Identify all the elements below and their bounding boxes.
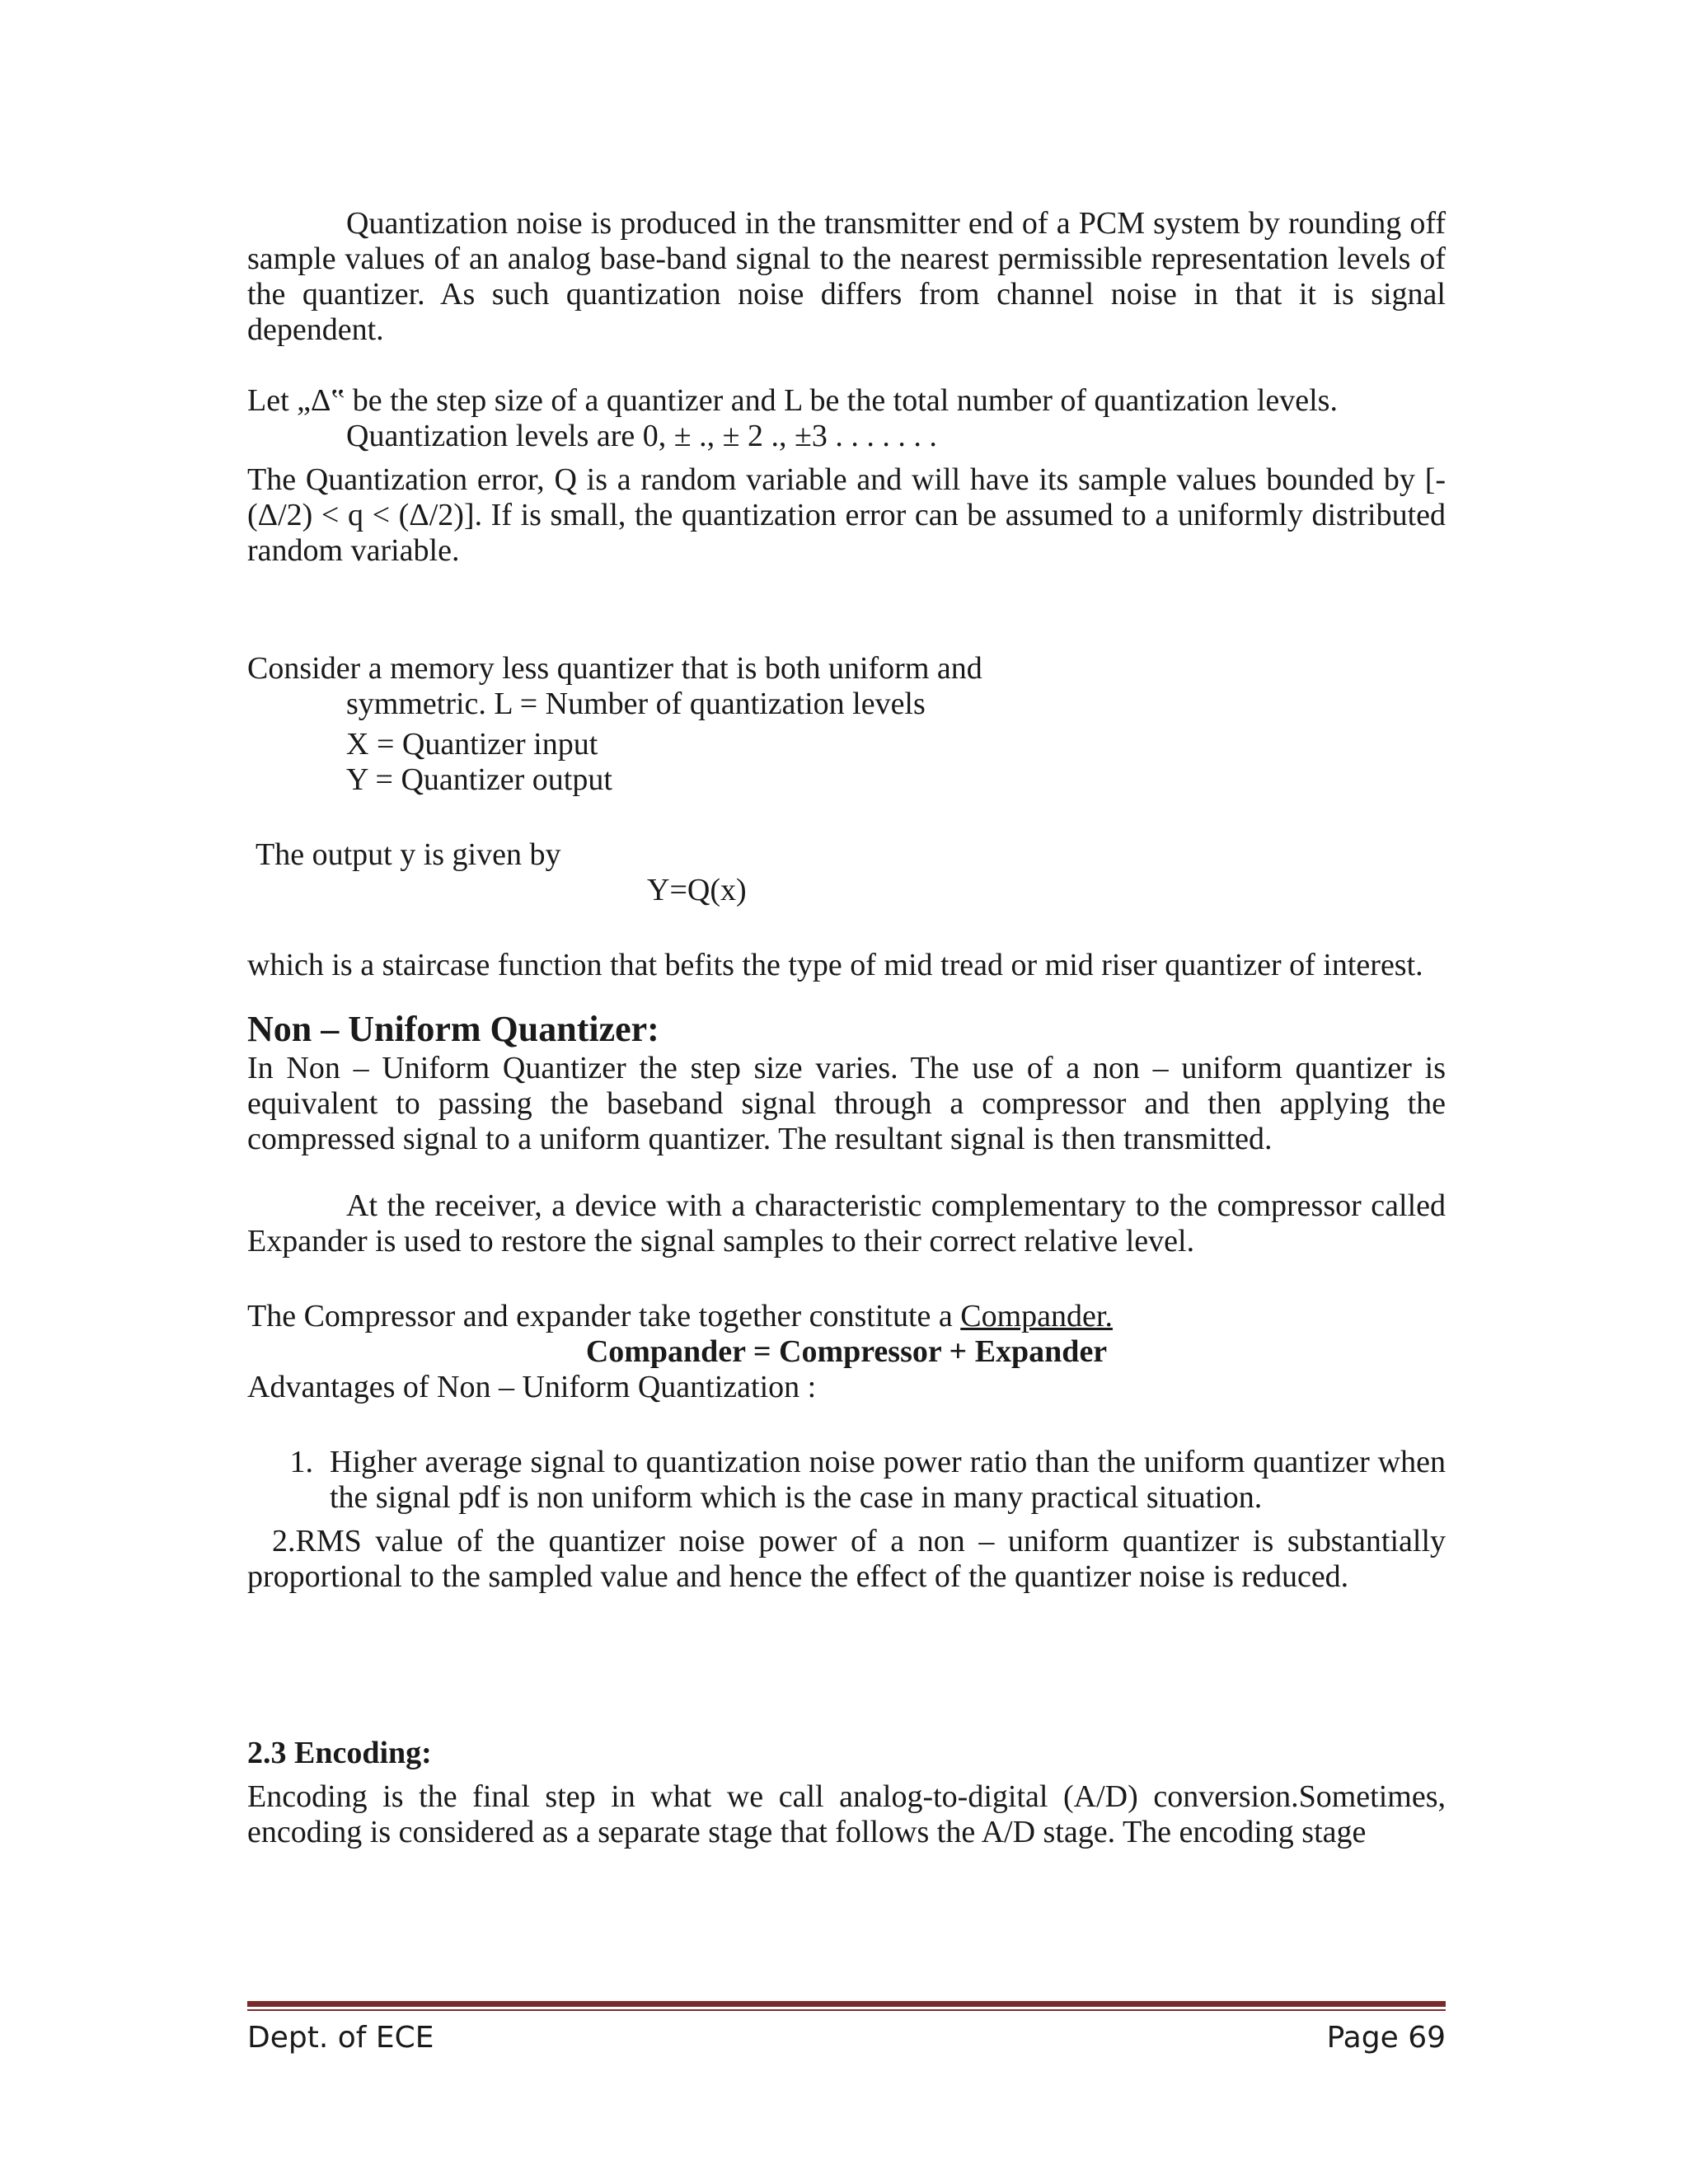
paragraph-symmetric: symmetric. L = Number of quantization levels [346, 687, 926, 721]
equation-y-qx: Y=Q(x) [647, 873, 747, 907]
paragraph-compander [247, 1299, 1446, 1334]
footer-rule-thick [247, 2001, 1446, 2007]
paragraph-staircase: which is a staircase function that befits the type of mid tread or mid riser quantizer of interest. [247, 948, 1423, 982]
paragraph-consider: Consider a memory less quantizer that is both uniform and [247, 651, 982, 686]
list-number: 1. [289, 1445, 313, 1479]
footer-rule-thin [247, 2009, 1446, 2011]
heading-non-uniform-quantizer: Non – Uniform Quantizer: [247, 1009, 659, 1049]
list-text: Higher average signal to quantization noise power ratio than the uniform quantizer when the signal pdf is non uniform which is the case in many practical situation. [330, 1445, 1446, 1515]
paragraph-quantization-noise: Quantization noise is produced in the transmitter end of a PCM system by rounding off sample values of an analog base-band signal to the nearest permissible representation levels of the quantizer. As such quantization noise differs from channel noise in that it is signal dependent. [247, 206, 1446, 347]
paragraph-quantization-error: The Quantization error, Q is a random variable and will have its sample values bounded by [-(Δ/2) < q < (Δ/2)]. If is small, the quantization error can be assumed to a uniformly distributed random variable. [247, 462, 1446, 568]
list-item [247, 1445, 1446, 1516]
page-content [247, 206, 1446, 1850]
paragraph-step-size: Let „Δ‟ be the step size of a quantizer and L be the total number of quantization levels. [247, 383, 1338, 418]
paragraph-quantizer-input: X = Quantizer input [346, 727, 598, 762]
paragraph-quantizer-output: Y = Quantizer output [346, 762, 612, 797]
footer-dept: Dept. of ECE [247, 2021, 434, 2055]
compander-text: The Compressor and expander take together constitute a [247, 1299, 961, 1333]
paragraph-non-uniform: In Non – Uniform Quantizer the step size varies. The use of a non – uniform quantizer is equivalent to passing the baseband signal through a compressor and then applying the compressed signal to a uniform quantizer. The resultant signal is then transmitted. [247, 1051, 1446, 1156]
compander-link: Compander. [960, 1299, 1113, 1333]
page-footer [247, 2021, 1446, 2055]
heading-encoding: 2.3 Encoding: [247, 1736, 432, 1770]
paragraph-quantization-levels: Quantization levels are 0, ± ., ± 2 ., ±3 . . . . . . . [346, 419, 937, 453]
footer-page-number: Page 69 [1326, 2021, 1446, 2055]
paragraph-encoding: Encoding is the final step in what we call analog-to-digital (A/D) conversion.Sometimes, encoding is considered as a separate stage that follows the A/D stage. The encoding stage [247, 1779, 1446, 1849]
equation-compander: Compander = Compressor + Expander [585, 1334, 1108, 1369]
paragraph-output-given: The output y is given by [256, 837, 561, 872]
list-item-2: 2.RMS value of the quantizer noise power of a non – uniform quantizer is substantially proportional to the sampled value and hence the effect of the quantizer noise is reduced. [247, 1524, 1446, 1594]
paragraph-receiver: At the receiver, a device with a characteristic complementary to the compressor called Expander is used to restore the signal samples to their correct relative level. [247, 1188, 1446, 1258]
paragraph-advantages: Advantages of Non – Uniform Quantization : [247, 1370, 817, 1404]
